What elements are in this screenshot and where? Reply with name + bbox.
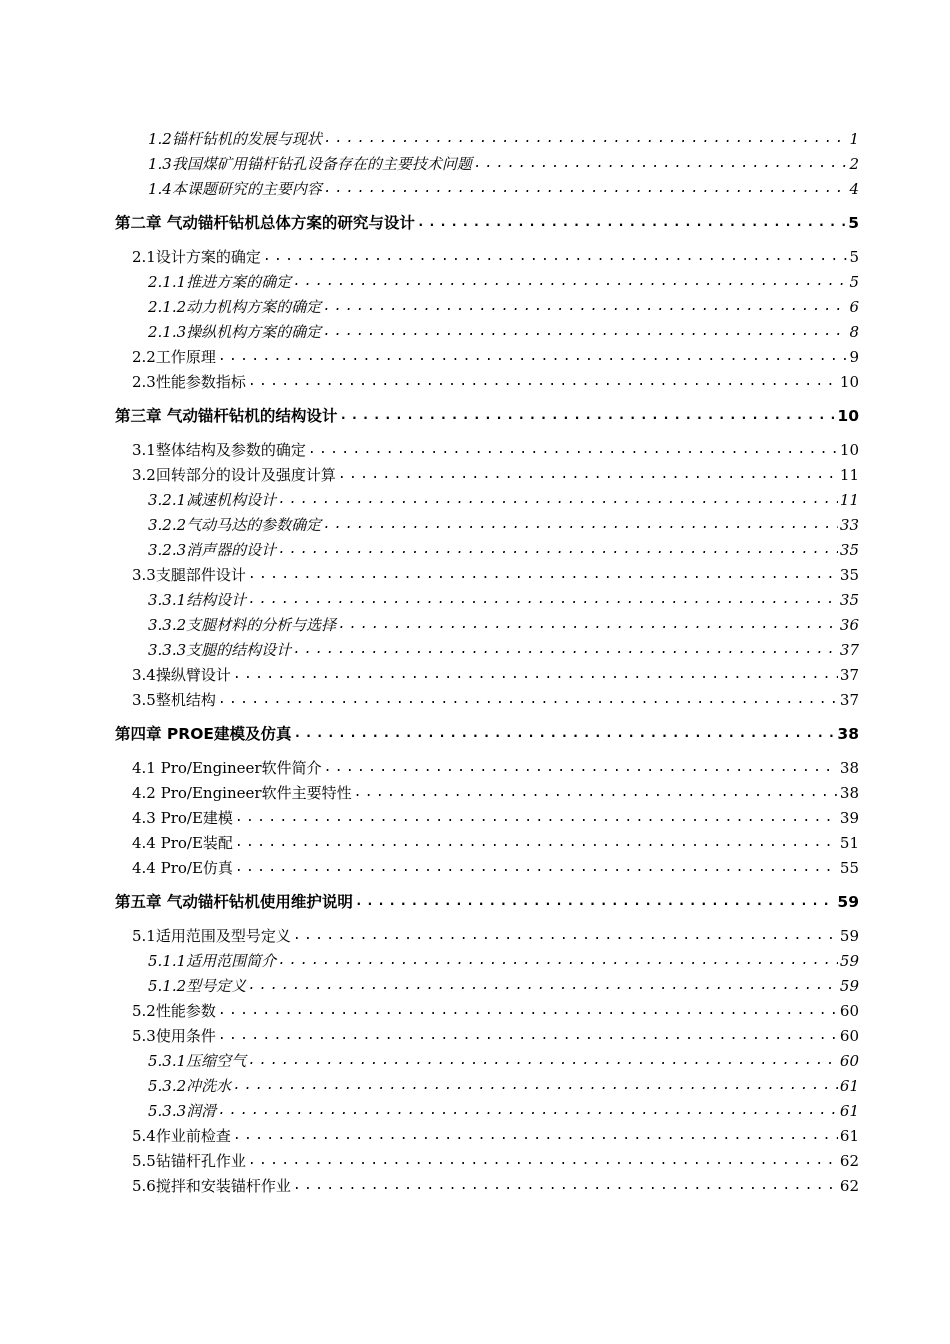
toc-subsection-entry[interactable] [148, 1046, 859, 1070]
toc-entry-title: 2.3性能参数指标 [132, 373, 246, 391]
dot-leader [323, 323, 847, 341]
dot-leader [235, 859, 838, 877]
dot-leader [233, 1127, 838, 1145]
dot-leader [293, 1177, 838, 1195]
toc-entry-page-number: 61 [839, 1127, 859, 1145]
toc-entry-page-number: 38 [839, 759, 859, 777]
toc-entry-title: 2.1.3操纵机构方案的确定 [148, 323, 322, 341]
toc-entry-title: 第三章 气动锚杆钻机的结构设计 [115, 407, 338, 425]
toc-entry-title: 4.3 Pro/E建模 [132, 809, 233, 827]
toc-section-entry[interactable] [132, 560, 859, 584]
dot-leader [218, 1002, 838, 1020]
toc-entry-title: 5.1.2型号定义 [148, 977, 247, 995]
toc-entry-title: 3.2.3消声器的设计 [148, 541, 277, 559]
toc-entry-page-number: 33 [839, 516, 859, 534]
toc-entry-title: 第四章 PROE建模及仿真 [115, 725, 292, 743]
dot-leader [355, 893, 836, 911]
toc-entry-page-number: 39 [839, 809, 859, 827]
toc-entry-page-number: 37 [839, 641, 859, 659]
toc-entry-page-number: 2 [849, 155, 859, 173]
toc-entry-title: 4.1 Pro/Engineer软件简介 [132, 759, 322, 777]
toc-entry-page-number: 35 [839, 541, 859, 559]
toc-entry-title: 3.1整体结构及参数的确定 [132, 441, 306, 459]
dot-leader [218, 691, 838, 709]
toc-entry-page-number: 36 [839, 616, 859, 634]
dot-leader [338, 616, 838, 634]
toc-entry-title: 第五章 气动锚杆钻机使用维护说明 [115, 893, 353, 911]
toc-entry-page-number: 60 [839, 1002, 859, 1020]
dot-leader [218, 1102, 838, 1120]
toc-entry-title: 5.4作业前检查 [132, 1127, 231, 1145]
toc-entry-title: 1.3我国煤矿用锚杆钻孔设备存在的主要技术问题 [148, 155, 472, 173]
toc-subsection-entry[interactable] [148, 585, 859, 609]
toc-entry-title: 5.3.1压缩空气 [148, 1052, 247, 1070]
toc-entry-title: 1.4本课题研究的主要内容 [148, 180, 322, 198]
toc-entry-title: 4.2 Pro/Engineer软件主要特性 [132, 784, 352, 802]
toc-entry-page-number: 37 [839, 666, 859, 684]
dot-leader [233, 666, 838, 684]
toc-section-entry[interactable] [132, 460, 859, 484]
dot-leader [293, 927, 838, 945]
toc-section-entry[interactable] [132, 753, 859, 777]
dot-leader [248, 566, 838, 584]
toc-section-entry[interactable] [132, 828, 859, 852]
dot-leader [324, 180, 848, 198]
toc-entry-page-number: 5 [849, 273, 859, 291]
toc-entry-page-number: 61 [839, 1077, 859, 1095]
dot-leader [248, 591, 838, 609]
toc-entry-page-number: 4 [849, 180, 859, 198]
dot-leader [293, 725, 835, 743]
toc-subsection-entry[interactable] [148, 971, 859, 995]
toc-entry-title: 2.2工作原理 [132, 348, 216, 366]
toc-entry-title: 3.3.2支腿材料的分析与选择 [148, 616, 337, 634]
toc-entry-page-number: 11 [839, 491, 859, 509]
toc-entry-page-number: 1 [849, 130, 859, 148]
dot-leader [218, 348, 848, 366]
toc-subsection-entry[interactable] [148, 485, 859, 509]
toc-chapter-entry[interactable] [115, 401, 859, 425]
dot-leader [248, 373, 838, 391]
toc-entry-title: 5.1适用范围及型号定义 [132, 927, 291, 945]
toc-entry-title: 2.1.2动力机构方案的确定 [148, 298, 322, 316]
dot-leader [324, 130, 848, 148]
dot-leader [278, 541, 838, 559]
dot-leader [338, 466, 838, 484]
toc-entry-title: 3.3支腿部件设计 [132, 566, 246, 584]
toc-entry-page-number: 8 [849, 323, 859, 341]
toc-entry-page-number: 10 [839, 373, 859, 391]
toc-entry-title: 3.5整机结构 [132, 691, 216, 709]
dot-leader [248, 977, 838, 995]
toc-entry-title: 5.1.1适用范围简介 [148, 952, 277, 970]
toc-subsection-entry[interactable] [148, 317, 859, 341]
dot-leader [323, 516, 838, 534]
toc-section-entry[interactable] [132, 996, 859, 1020]
toc-section-entry[interactable] [132, 778, 859, 802]
toc-section-entry[interactable] [132, 660, 859, 684]
toc-chapter-entry[interactable] [115, 887, 859, 911]
toc-subsection-entry[interactable] [148, 510, 859, 534]
dot-leader [263, 248, 848, 266]
toc-section-entry[interactable] [132, 1121, 859, 1145]
dot-leader [293, 641, 838, 659]
toc-subsection-entry[interactable] [148, 292, 859, 316]
dot-leader [339, 407, 835, 425]
toc-entry-title: 3.4操纵臂设计 [132, 666, 231, 684]
toc-entry-page-number: 51 [839, 834, 859, 852]
dot-leader [278, 952, 838, 970]
toc-section-entry[interactable] [132, 1146, 859, 1170]
toc-chapter-entry[interactable] [115, 208, 859, 232]
toc-subsection-entry[interactable] [148, 174, 859, 198]
toc-entry-page-number: 59 [839, 927, 859, 945]
toc-entry-title: 4.4 Pro/E装配 [132, 834, 233, 852]
toc-entry-page-number: 35 [839, 591, 859, 609]
toc-entry-page-number: 10 [839, 441, 859, 459]
toc-entry-title: 5.3.3润滑 [148, 1102, 217, 1120]
toc-section-entry[interactable] [132, 342, 859, 366]
toc-entry-title: 第二章 气动锚杆钻机总体方案的研究与设计 [115, 214, 415, 232]
toc-entry-title: 3.2.2气动马达的参数确定 [148, 516, 322, 534]
dot-leader [248, 1052, 838, 1070]
toc-subsection-entry[interactable] [148, 610, 859, 634]
toc-subsection-entry[interactable] [148, 149, 859, 173]
toc-section-entry[interactable] [132, 367, 859, 391]
toc-section-entry[interactable] [132, 242, 859, 266]
toc-section-entry[interactable] [132, 853, 859, 877]
toc-entry-title: 1.2锚杆钻机的发展与现状 [148, 130, 322, 148]
toc-section-entry[interactable] [132, 685, 859, 709]
toc-entry-title: 3.2回转部分的设计及强度计算 [132, 466, 336, 484]
toc-subsection-entry[interactable] [148, 267, 859, 291]
toc-entry-page-number: 37 [839, 691, 859, 709]
toc-entry-title: 2.1.1推进方案的确定 [148, 273, 292, 291]
toc-entry-page-number: 62 [839, 1177, 859, 1195]
toc-entry-page-number: 59 [837, 893, 859, 911]
toc-entry-page-number: 60 [839, 1027, 859, 1045]
toc-entry-page-number: 61 [839, 1102, 859, 1120]
toc-subsection-entry[interactable] [148, 124, 859, 148]
toc-entry-page-number: 10 [837, 407, 859, 425]
toc-section-entry[interactable] [132, 1171, 859, 1195]
toc-entry-title: 3.3.3支腿的结构设计 [148, 641, 292, 659]
toc-section-entry[interactable] [132, 1021, 859, 1045]
toc-entry-page-number: 62 [839, 1152, 859, 1170]
toc-subsection-entry[interactable] [148, 1071, 859, 1095]
dot-leader [474, 155, 848, 173]
toc-section-entry[interactable] [132, 803, 859, 827]
toc-entry-title: 3.2.1减速机构设计 [148, 491, 277, 509]
toc-entry-title: 3.3.1结构设计 [148, 591, 247, 609]
toc-entry-title: 5.3.2冲洗水 [148, 1077, 232, 1095]
dot-leader [308, 441, 838, 459]
dot-leader [324, 759, 838, 777]
toc-chapter-entry[interactable] [115, 719, 859, 743]
toc-entry-page-number: 38 [837, 725, 859, 743]
toc-entry-page-number: 60 [839, 1052, 859, 1070]
toc-entry-title: 5.2性能参数 [132, 1002, 216, 1020]
dot-leader [233, 1077, 838, 1095]
toc-entry-page-number: 59 [839, 977, 859, 995]
dot-leader [278, 491, 838, 509]
toc-entry-page-number: 6 [849, 298, 859, 316]
dot-leader [248, 1152, 838, 1170]
toc-entry-page-number: 38 [839, 784, 859, 802]
toc-entry-title: 5.6搅拌和安装锚杆作业 [132, 1177, 291, 1195]
toc-entry-title: 5.5钻锚杆孔作业 [132, 1152, 246, 1170]
dot-leader [235, 809, 838, 827]
dot-leader [417, 214, 846, 232]
toc-entry-page-number: 59 [839, 952, 859, 970]
toc-subsection-entry[interactable] [148, 1096, 859, 1120]
dot-leader [323, 298, 847, 316]
toc-entry-title: 2.1设计方案的确定 [132, 248, 261, 266]
toc-entry-page-number: 35 [839, 566, 859, 584]
toc-entry-page-number: 5 [849, 248, 859, 266]
toc-section-entry[interactable] [132, 921, 859, 945]
dot-leader [354, 784, 838, 802]
dot-leader [235, 834, 838, 852]
toc-entry-page-number: 5 [848, 214, 859, 232]
toc-entry-title: 4.4 Pro/E仿真 [132, 859, 233, 877]
toc-entry-page-number: 55 [839, 859, 859, 877]
dot-leader [293, 273, 847, 291]
toc-subsection-entry[interactable] [148, 535, 859, 559]
toc-entry-title: 5.3使用条件 [132, 1027, 216, 1045]
toc-entry-page-number: 11 [839, 466, 859, 484]
dot-leader [218, 1027, 838, 1045]
toc-subsection-entry[interactable] [148, 946, 859, 970]
toc-entry-page-number: 9 [849, 348, 859, 366]
toc-section-entry[interactable] [132, 435, 859, 459]
toc-subsection-entry[interactable] [148, 635, 859, 659]
